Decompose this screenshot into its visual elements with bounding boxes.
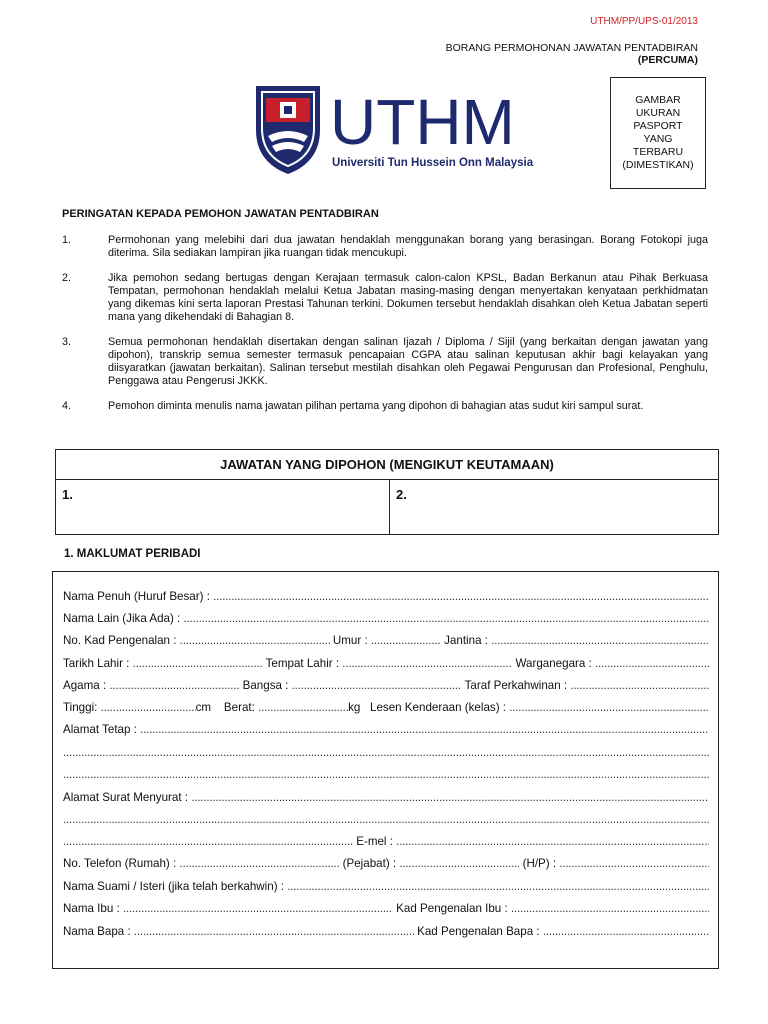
logo-text: UTHM	[330, 86, 515, 158]
warning-item-number: 4.	[62, 400, 72, 412]
photo-box-line: TERBARU	[632, 146, 684, 158]
form-field-input[interactable]	[570, 679, 709, 692]
warning-item	[62, 234, 708, 260]
form-field-label: Umur :	[329, 634, 371, 647]
form-field-input[interactable]	[123, 902, 393, 915]
warning-item-text: Semua permohonan hendaklah disertakan dengan salinan Ijazah / Diploma / Sijil (yang berkaitan dengan jawatan yang dipohon), transkrip semua semester termasuk pencapaian CGPA atau salinan keputusan akhir bagi kelayakan yang diisyaratkan (jawatan berkaitan). Salinan tersebut mestilah disahkan oleh Pegawai Pengurusan dan Profesional, Penghulu, Penggawa atau Pengerusi JKKK.	[108, 336, 708, 387]
form-field-label: (H/P) :	[519, 857, 560, 870]
logo-subtitle: Universiti Tun Hussein Onn Malaysia	[332, 157, 534, 169]
form-field-line	[63, 902, 709, 915]
form-field-label: Bangsa :	[239, 679, 292, 692]
form-field-line	[63, 768, 709, 781]
photo-box-line: PASPORT	[633, 120, 683, 132]
form-field-line	[63, 925, 709, 938]
uthm-shield-icon	[256, 86, 320, 174]
form-field-input[interactable]	[184, 612, 710, 625]
warning-item	[62, 336, 708, 388]
form-field-input[interactable]	[399, 857, 519, 870]
form-field-input[interactable]	[213, 590, 709, 603]
form-field-input[interactable]	[191, 791, 709, 804]
form-field-line	[63, 857, 709, 870]
form-field-label: (Pejabat) :	[339, 857, 400, 870]
form-field-label: Nama Bapa :	[63, 925, 134, 938]
personal-info-box	[52, 571, 719, 969]
form-field-label: No. Telefon (Rumah) :	[63, 857, 180, 870]
form-field-line	[63, 746, 709, 759]
photo-box-line: GAMBAR	[635, 94, 681, 106]
form-field-label: Alamat Surat Menyurat :	[63, 791, 192, 804]
form-field-input[interactable]	[258, 701, 348, 714]
form-field-label: kg Lesen Kenderaan (kelas) :	[348, 701, 510, 714]
form-field-line	[63, 880, 709, 893]
warning-item-text: Permohonan yang melebihi dari dua jawatan hendaklah menggunakan borang yang berasingan. Borang Fotokopi juga diterima. Sila sediakan lampiran jika ruangan tidak mencukupi.	[108, 234, 708, 259]
warnings-list	[62, 234, 708, 425]
form-field-line	[63, 590, 709, 603]
form-field-input[interactable]	[133, 657, 263, 670]
form-field-input[interactable]	[491, 634, 709, 647]
form-field-label: Taraf Perkahwinan :	[461, 679, 571, 692]
form-field-label: Tempat Lahir :	[262, 657, 343, 670]
form-field-input[interactable]	[101, 701, 196, 714]
form-field-label: Tinggi:	[63, 701, 101, 714]
form-field-line	[63, 835, 709, 848]
form-field-input[interactable]	[371, 634, 441, 647]
form-field-line	[63, 634, 709, 647]
form-field-input[interactable]	[63, 835, 353, 848]
form-title: BORANG PERMOHONAN JAWATAN PENTADBIRAN	[445, 42, 698, 54]
form-field-label: cm Berat:	[195, 701, 259, 714]
form-field-label: Jantina :	[440, 634, 492, 647]
warning-item-number: 3.	[62, 336, 72, 348]
form-field-label: Warganegara :	[512, 657, 595, 670]
form-field-input[interactable]	[342, 657, 512, 670]
form-field-input[interactable]	[509, 701, 709, 714]
form-field-input[interactable]	[109, 679, 239, 692]
warning-item	[62, 400, 708, 413]
form-field-input[interactable]	[180, 634, 330, 647]
form-field-line	[63, 612, 709, 625]
form-field-input[interactable]	[179, 857, 339, 870]
form-field-input[interactable]	[63, 746, 709, 759]
warning-item	[62, 272, 708, 324]
form-field-input[interactable]	[287, 880, 709, 893]
form-field-input[interactable]	[559, 857, 709, 870]
warning-item-number: 1.	[62, 234, 72, 246]
uthm-logo	[234, 78, 534, 180]
form-field-input[interactable]	[292, 679, 462, 692]
photo-box-line: (DIMESTIKAN)	[622, 159, 694, 171]
form-field-label: Nama Ibu :	[63, 902, 123, 915]
form-field-input[interactable]	[511, 902, 709, 915]
section-personal-info-title: 1. MAKLUMAT PERIBADI	[64, 548, 201, 560]
form-field-label: Alamat Tetap :	[63, 723, 141, 736]
form-field-input[interactable]	[396, 835, 709, 848]
form-field-input[interactable]	[63, 768, 709, 781]
form-field-label: Nama Suami / Isteri (jika telah berkahwin) :	[63, 880, 288, 893]
form-field-line	[63, 679, 709, 692]
form-field-label: E-mel :	[353, 835, 397, 848]
form-field-input[interactable]	[140, 723, 709, 736]
form-field-line	[63, 701, 709, 714]
form-field-label: Kad Pengenalan Ibu :	[392, 902, 511, 915]
warning-item-number: 2.	[62, 272, 72, 284]
form-field-label: Nama Lain (Jika Ada) :	[63, 612, 184, 625]
position-applied-table	[55, 449, 719, 535]
position-choice-2[interactable]: 2.	[396, 487, 407, 502]
warnings-title: PERINGATAN KEPADA PEMOHON JAWATAN PENTADBIRAN	[62, 208, 379, 220]
form-title-block	[446, 42, 698, 66]
position-choice-1[interactable]: 1.	[56, 480, 390, 535]
photo-box-line: UKURAN	[635, 107, 681, 119]
form-field-label: Kad Pengenalan Bapa :	[413, 925, 543, 938]
form-field-line	[63, 791, 709, 804]
form-field-input[interactable]	[543, 925, 709, 938]
form-field-line	[63, 657, 709, 670]
form-reference-code: UTHM/PP/UPS-01/2013	[590, 16, 698, 27]
warning-item-text: Pemohon diminta menulis nama jawatan pilihan pertama yang dipohon di bahagian atas sudut kiri sampul surat.	[108, 400, 644, 412]
form-field-input[interactable]	[595, 657, 709, 670]
position-table-title: JAWATAN YANG DIPOHON (MENGIKUT KEUTAMAAN)	[56, 450, 718, 480]
form-free-note: (PERCUMA)	[637, 54, 698, 66]
form-field-input[interactable]	[134, 925, 414, 938]
form-field-line	[63, 723, 709, 736]
form-field-label: Tarikh Lahir :	[63, 657, 133, 670]
form-field-label: No. Kad Pengenalan :	[63, 634, 180, 647]
warning-item-text: Jika pemohon sedang bertugas dengan Kerajaan termasuk calon-calon KPSL, Badan Berkanun atau Pihak Berkuasa Tempatan, permohonan hendaklah melalui Ketua Jabatan masing-masing dengan menyertakan kenyataan perkhidmatan yang dikemas kini serta laporan Prestasi Tahunan terkini. Dokumen tersebut hendaklah disahkan oleh Ketua Jabatan seperti mana yang dikehendaki di Bahagian 8.	[108, 272, 708, 323]
form-field-line	[63, 813, 709, 826]
photo-box-line: YANG	[643, 133, 673, 145]
form-field-label: Agama :	[63, 679, 110, 692]
form-field-input[interactable]	[63, 813, 709, 826]
passport-photo-box	[610, 77, 706, 189]
form-field-label: Nama Penuh (Huruf Besar) :	[63, 590, 214, 603]
